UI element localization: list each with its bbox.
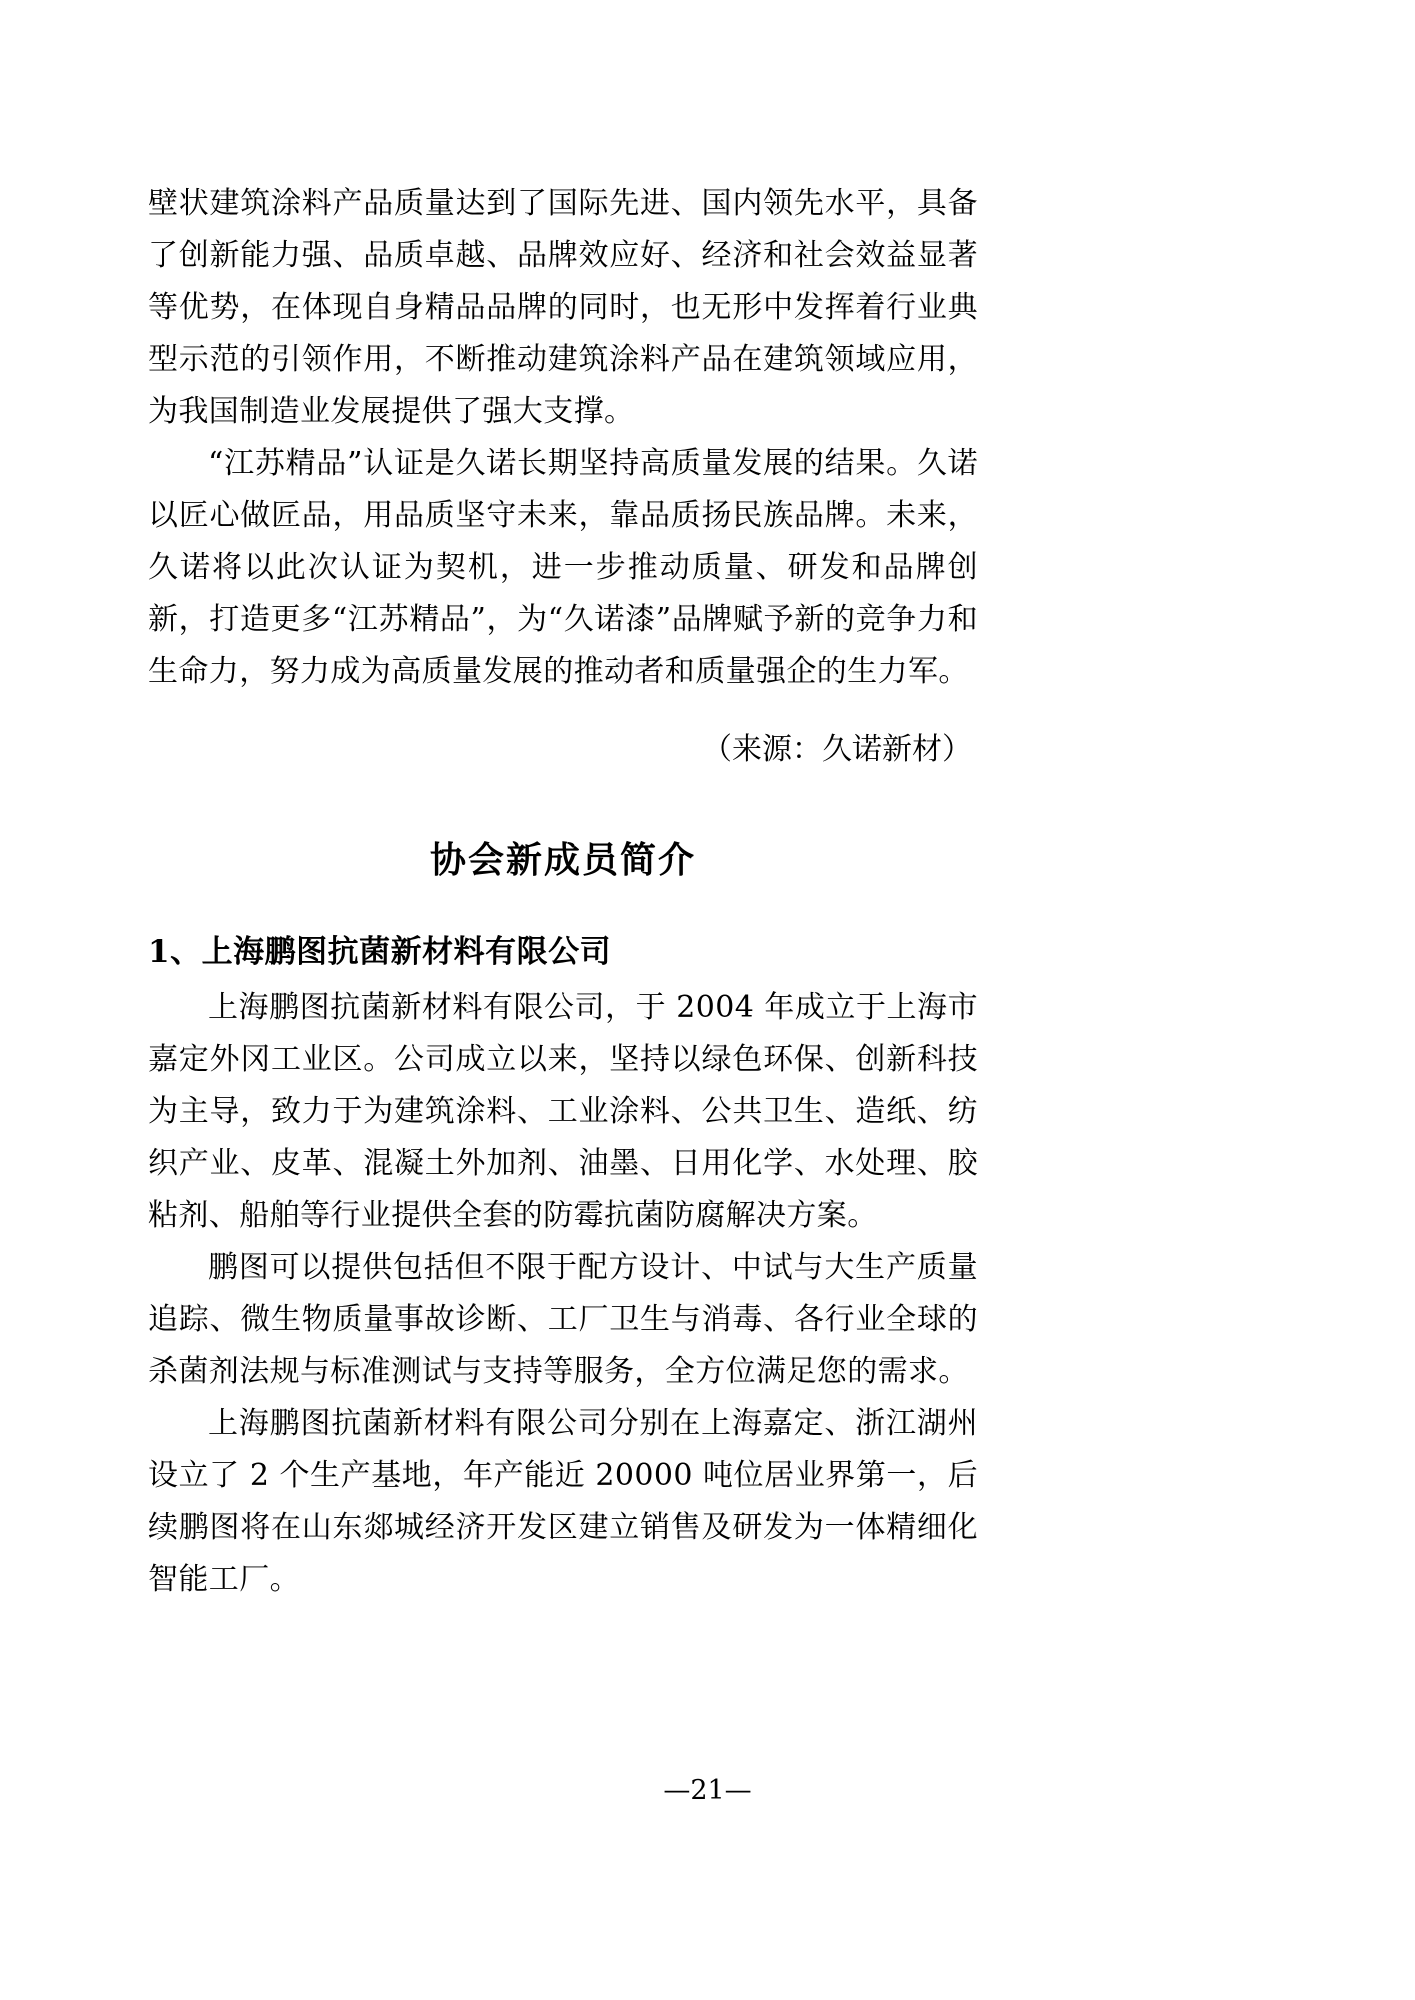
paragraph-continuation: 壁状建筑涂料产品质量达到了国际先进、国内领先水平，具备了创新能力强、品质卓越、品牌效应好、经济和社会效益显著等优势，在体现自身精品品牌的同时，也无形中发挥着行业典型示范的引领作用，不断推动建筑涂料产品在建筑领域应用，为我国制造业发展提供了强大支撑。 <box>148 186 978 429</box>
company-paragraph-capacity: 上海鹏图抗菌新材料有限公司分别在上海嘉定、浙江湖州设立了 2 个生产基地，年产能近 20000 吨位居业界第一，后续鹏图将在山东郯城经济开发区建立销售及研发为一体精细化智能工厂。 <box>148 1406 978 1597</box>
page-content <box>148 178 978 1606</box>
company-paragraph-services: 鹏图可以提供包括但不限于配方设计、中试与大生产质量追踪、微生物质量事故诊断、工厂卫生与消毒、各行业全球的杀菌剂法规与标准测试与支持等服务，全方位满足您的需求。 <box>148 1250 978 1389</box>
company-paragraph-overview: 上海鹏图抗菌新材料有限公司，于 2004 年成立于上海市嘉定外冈工业区。公司成立以来，坚持以绿色环保、创新科技为主导，致力于为建筑涂料、工业涂料、公共卫生、造纸、纺织产业、皮革、混凝土外加剂、油墨、日用化学、水处理、胶粘剂、船舶等行业提供全套的防霉抗菌防腐解决方案。 <box>148 990 978 1233</box>
paragraph-jiangsu-certification: “江苏精品”认证是久诺长期坚持高质量发展的结果。久诺以匠心做匠品，用品质坚守未来，靠品质扬民族品牌。未来，久诺将以此次认证为契机，进一步推动质量、研发和品牌创新，打造更多“江苏精品”，为“久诺漆”品牌赋予新的竞争力和生命力，努力成为高质量发展的推动者和质量强企的生力军。 <box>148 446 978 689</box>
section-title: 协会新成员简介 <box>429 839 696 881</box>
page-number: —21— <box>663 1775 752 1806</box>
company-heading: 1、上海鹏图抗菌新材料有限公司 <box>148 934 612 970</box>
source-attribution: （来源：久诺新材） <box>702 732 972 767</box>
